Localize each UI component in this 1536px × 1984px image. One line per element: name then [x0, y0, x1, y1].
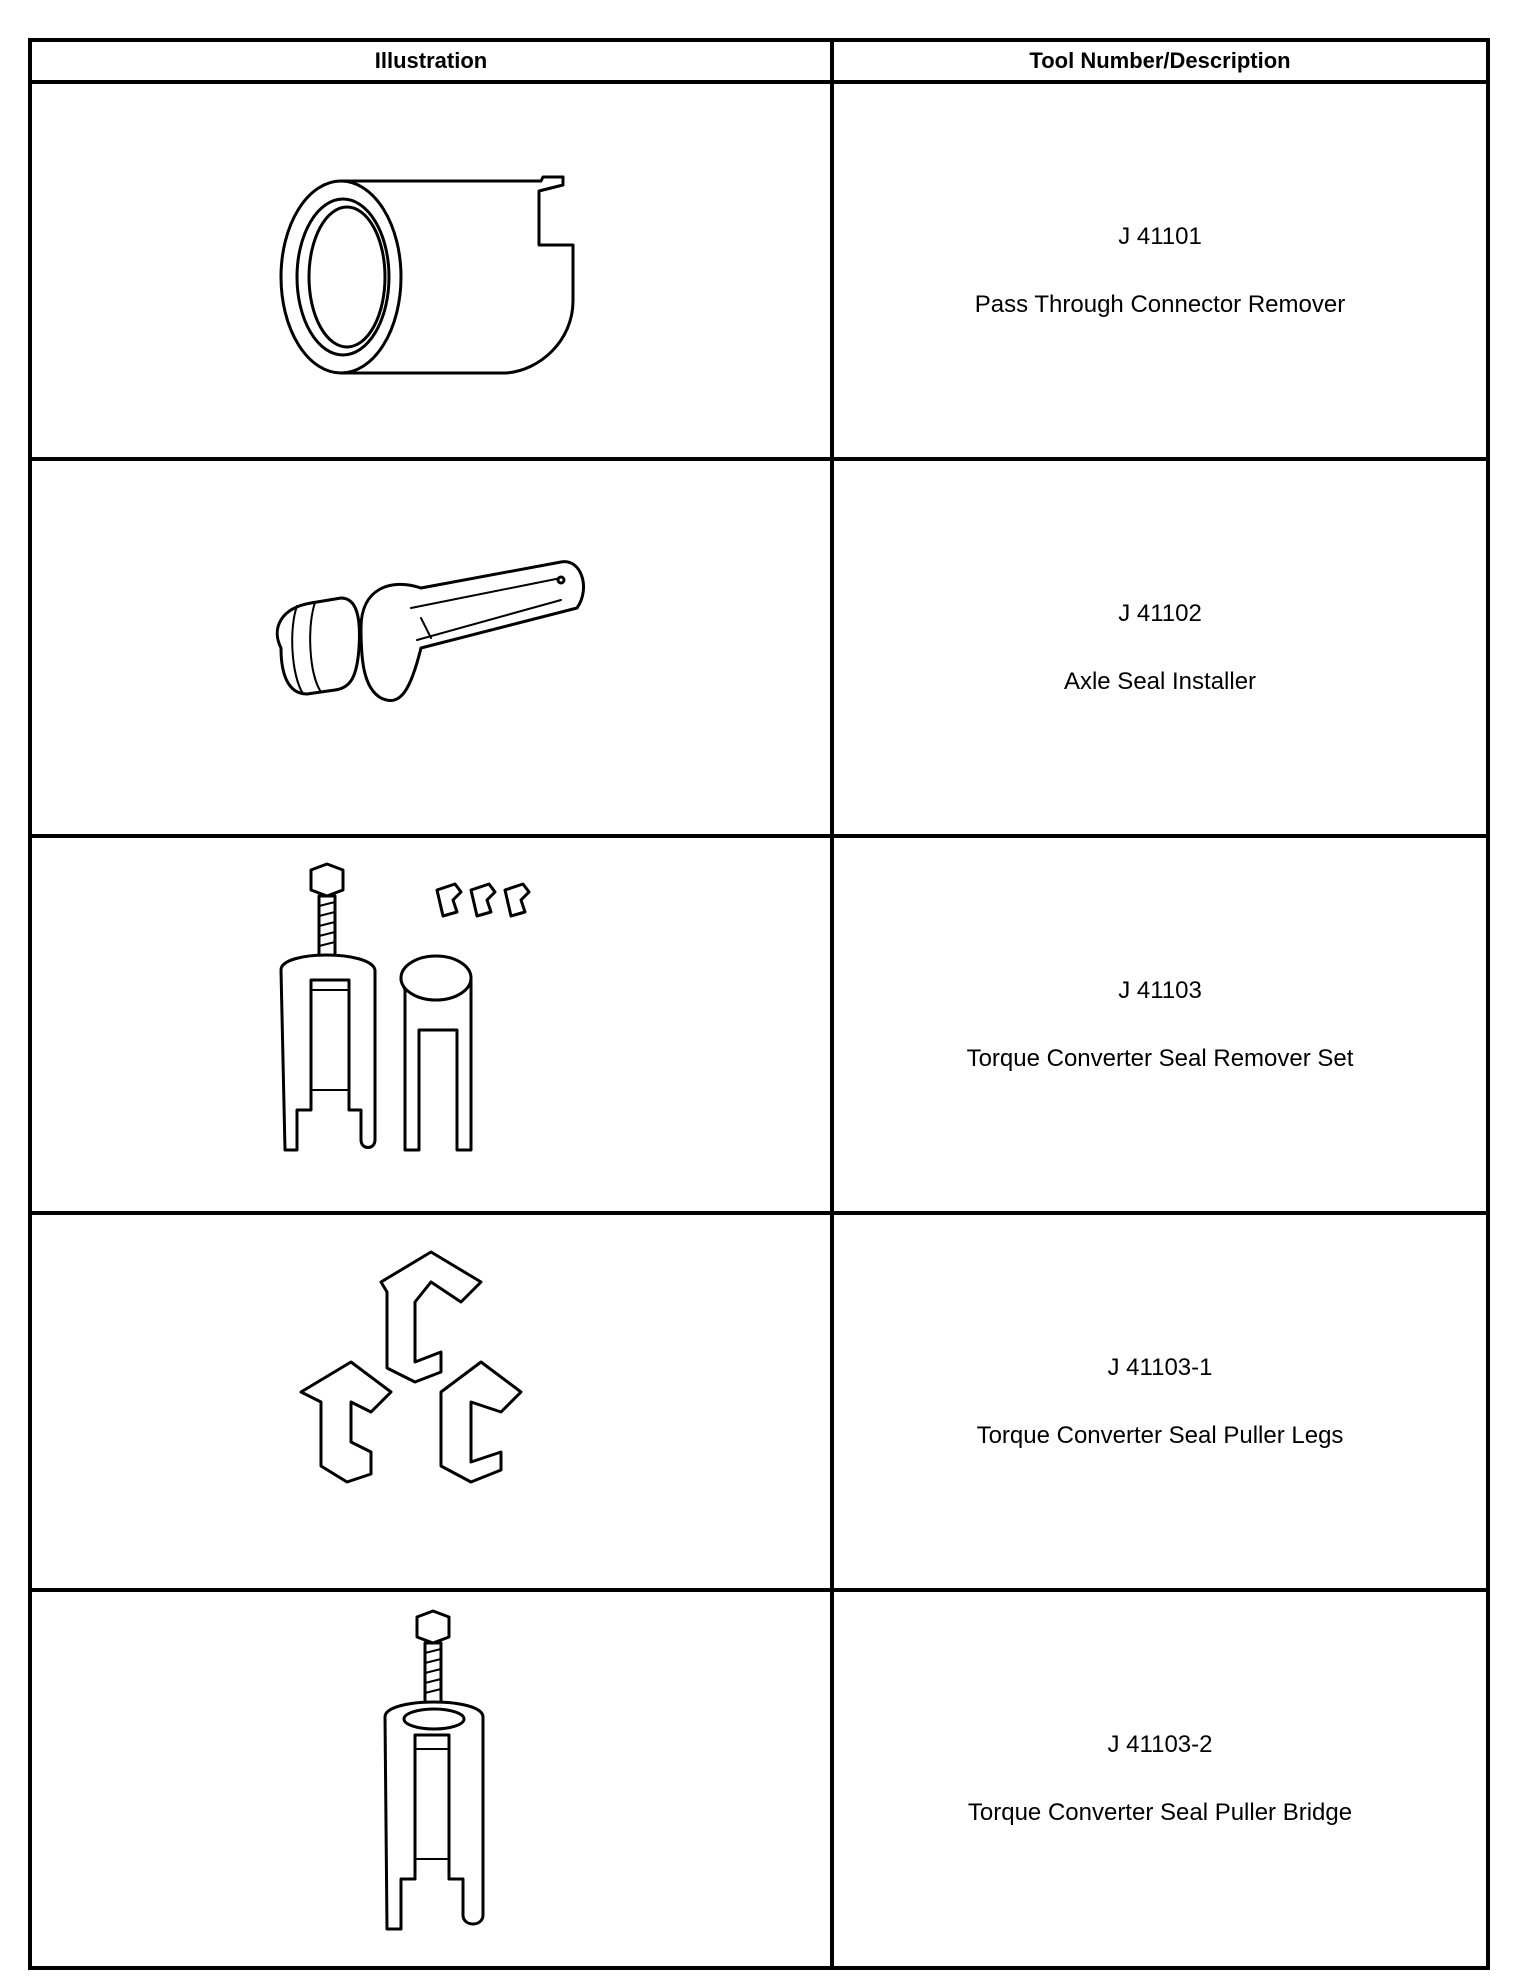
puller-bridge-illustration: [331, 1609, 531, 1949]
illustration-cell: [32, 84, 834, 457]
tool-description: Torque Converter Seal Puller Legs: [976, 1421, 1344, 1449]
tool-header: Tool Number/Description: [1029, 48, 1291, 73]
description-cell: [834, 1215, 1486, 1588]
tool-number: J 41101: [1118, 222, 1202, 250]
illustration-cell: [32, 838, 834, 1211]
axle-seal-installer-illustration: [261, 548, 601, 748]
description-cell: [834, 1592, 1486, 1966]
description-cell: [834, 84, 1486, 457]
tool-description: Axle Seal Installer: [1063, 667, 1257, 695]
puller-legs-illustration: [291, 1242, 571, 1562]
connector-remover-illustration: [271, 141, 591, 401]
table-row: [32, 838, 1486, 1215]
description-cell: [834, 838, 1486, 1211]
illustration-cell: [32, 461, 834, 834]
table-row: [32, 1215, 1486, 1592]
seal-remover-set-illustration: [271, 860, 591, 1190]
tool-description: Pass Through Connector Remover: [974, 290, 1346, 318]
tool-number: J 41103-1: [1107, 1353, 1213, 1381]
tool-description: Torque Converter Seal Remover Set: [966, 1044, 1354, 1072]
table-header: [32, 42, 1486, 84]
table-row: [32, 84, 1486, 461]
tool-number: J 41102: [1118, 599, 1202, 627]
table-row: [32, 461, 1486, 838]
tool-number: J 41103: [1118, 976, 1202, 1004]
illustration-header: Illustration: [32, 42, 834, 80]
illustration-cell: [32, 1215, 834, 1588]
tool-description: Torque Converter Seal Puller Bridge: [967, 1799, 1353, 1826]
tool-number: J 41103-2: [1107, 1731, 1213, 1758]
table-row: [32, 1592, 1486, 1966]
illustration-cell: [32, 1592, 834, 1966]
description-cell: [834, 461, 1486, 834]
tool-table: [28, 38, 1490, 1970]
